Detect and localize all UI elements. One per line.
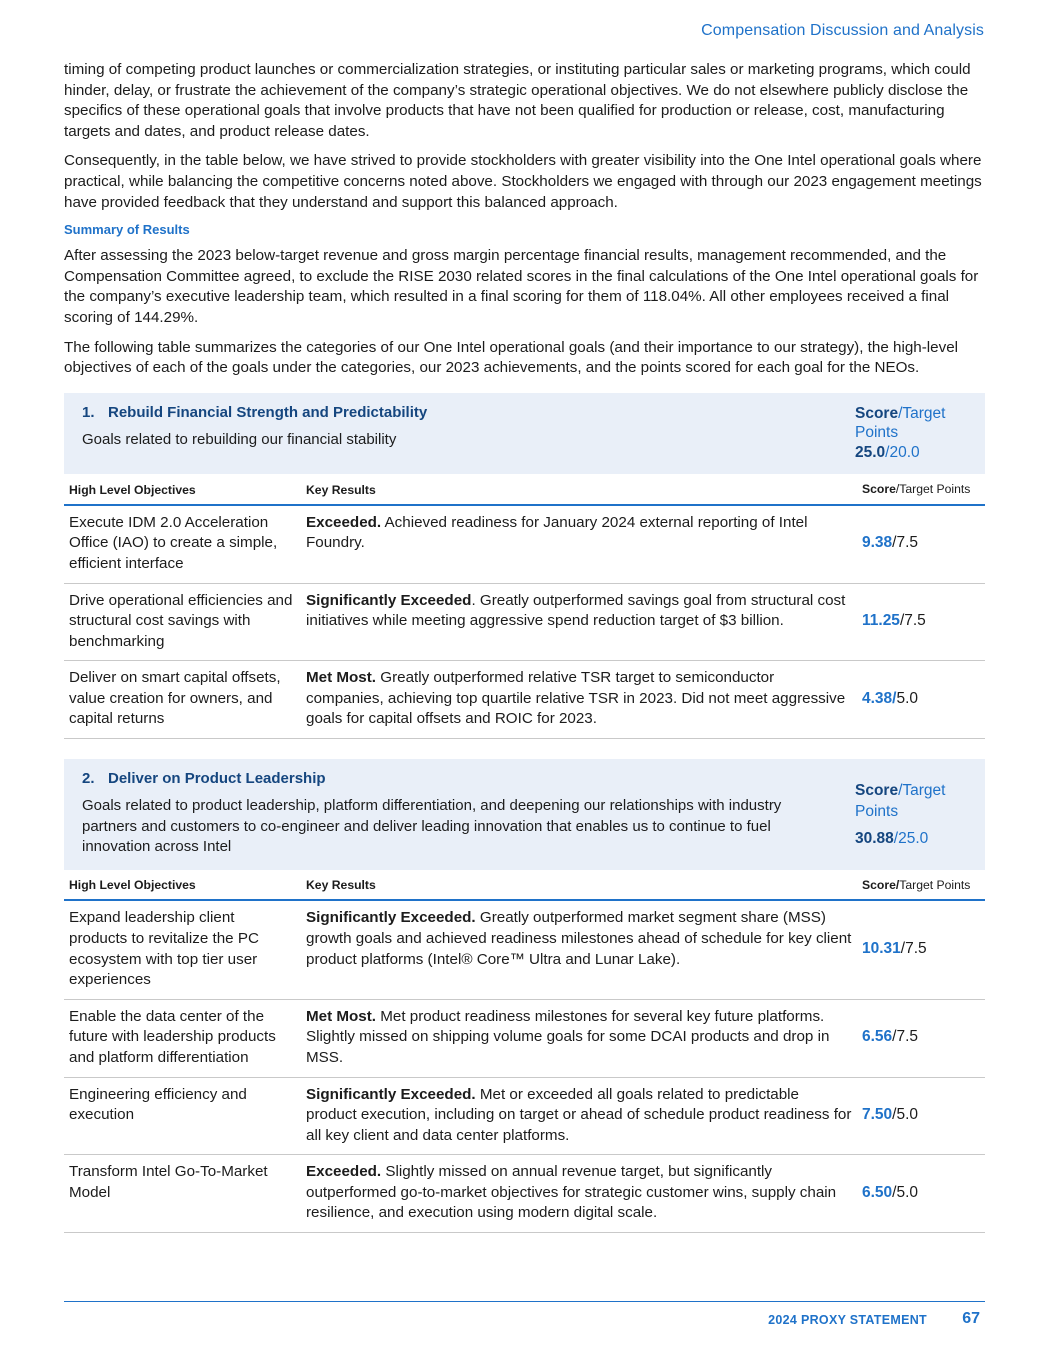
page-number: 67: [962, 1310, 980, 1327]
section-1-description: Goals related to rebuilding our financial stability: [82, 430, 397, 448]
footer-document-label: 2024 PROXY STATEMENT: [768, 1313, 927, 1327]
result-cell: Met Most. Greatly outperformed relative TSR target to semiconductor companies, achieving top quartile relative TSR in 2023. Did not meet aggressive goals for capital offsets and ROIC for 2023.: [301, 661, 857, 739]
section-2-header: [64, 759, 985, 870]
section-2-title-text: Deliver on Product Leadership: [108, 770, 326, 788]
section-1-table: [64, 474, 985, 739]
column-header-results: Key Results: [301, 870, 857, 901]
result-cell: Met Most. Met product readiness milestones for several key future platforms. Slightly missed on shipping volume goals for some DCAI products and drop in MSS.: [301, 999, 857, 1077]
target-points-label: /Target Points: [855, 782, 946, 821]
section-1-title-text: Rebuild Financial Strength and Predictability: [108, 403, 428, 421]
footer-divider: [64, 1301, 985, 1302]
section-2-table: [64, 870, 985, 1233]
section-2-number: 2.: [82, 770, 95, 788]
column-header-objectives: High Level Objectives: [64, 870, 301, 901]
section-2-score: 30.88: [855, 830, 894, 848]
section-1-number: 1.: [82, 403, 95, 421]
section-1-header: [64, 393, 985, 475]
column-header-score: Score/Target Points: [857, 870, 985, 901]
summary-paragraph-2: The following table summarizes the categories of our One Intel operational goals (and their importance to our strategy), the high-level objectives of each of the goals under the categories, our 2023 achievements, and the points scored for each goal for the NEOs.: [64, 338, 959, 377]
table-row: [64, 505, 985, 583]
section-2-description: Goals related to product leadership, platform differentiation, and deepening our relationships with industry partners and customers to co-engineer and deliver leading innovation that enables us to continue to fuel innovation across Intel: [82, 797, 782, 856]
summary-paragraph-1: After assessing the 2023 below-target revenue and gross margin percentage financial results, management recommended, and the Compensation Committee agreed, to exclude the RISE 2030 related scores in the final calculations of the One Intel operational goals for the company’s executive leadership team, which resulted in a final scoring for them of 118.04%. All other employees received a final scoring of 144.29%.: [64, 247, 979, 326]
objective-cell: Drive operational efficiencies and structural cost savings with benchmarking: [64, 583, 301, 661]
section-1-target: /20.0: [885, 443, 920, 461]
table-row: [64, 661, 985, 739]
table-row: [64, 583, 985, 661]
score-label: Score: [855, 782, 899, 800]
section-2-target: /25.0: [893, 830, 929, 848]
intro-paragraph-1: timing of competing product launches or commercialization strategies, or instituting particular sales or marketing programs, which could hinder, delay, or frustrate the achievement of the company’s strategic operational objectives. We do not elsewhere publicly disclose the specifics of these operational goals that involve products that have not been qualified for production or release, cost, manufacturing targets and dates, and product release dates.: [64, 61, 971, 140]
score-cell: 4.38/5.0: [857, 661, 985, 739]
column-header-objectives: High Level Objectives: [64, 474, 301, 505]
result-cell: Significantly Exceeded. Greatly outperformed market segment share (MSS) growth goals and achieved readiness milestones ahead of schedule for key client product platforms (Intel® Core™ Ultra and Lunar Lake).: [301, 900, 857, 999]
objective-cell: Enable the data center of the future with leadership products and platform differentiation: [64, 999, 301, 1077]
column-header-score: Score/Target Points: [857, 474, 985, 505]
table-row: [64, 900, 985, 999]
table-row: [64, 1155, 985, 1233]
table-row: [64, 999, 985, 1077]
result-cell: Significantly Exceeded. Greatly outperformed savings goal from structural cost initiatives while meeting aggressive spend reduction target of $3 billion.: [301, 583, 857, 661]
objective-cell: Execute IDM 2.0 Acceleration Office (IAO) to create a simple, efficient interface: [64, 505, 301, 583]
objective-cell: Engineering efficiency and execution: [64, 1077, 301, 1155]
section-2-score-summary: [855, 770, 967, 858]
summary-heading: Summary of Results: [64, 222, 190, 238]
running-header-title: Compensation Discussion and Analysis: [701, 22, 984, 39]
section-2-title: [82, 770, 822, 787]
section-1-score-summary: [855, 404, 967, 463]
score-label: Score: [855, 404, 899, 422]
score-cell: 7.50/5.0: [857, 1077, 985, 1155]
score-cell: 6.56/7.5: [857, 999, 985, 1077]
section-1-title: [82, 404, 822, 421]
section-1-score: 25.0: [855, 443, 886, 461]
page-content: [64, 60, 985, 1233]
result-cell: Exceeded. Slightly missed on annual revenue target, but significantly outperformed go-to-market objectives for strategic customer wins, supply chain resilience, and execution using modern digital scale.: [301, 1155, 857, 1233]
result-cell: Significantly Exceeded. Met or exceeded all goals related to predictable product execution, including on target or ahead of schedule product readiness for all key client and data center platforms.: [301, 1077, 857, 1155]
intro-paragraph-2: Consequently, in the table below, we have strived to provide stockholders with greater visibility into the One Intel operational goals where practical, while balancing the competitive concerns noted above. Stockholders we engaged with through our 2023 engagement meetings have provided feedback that they understand and support this balanced approach.: [64, 152, 982, 211]
result-cell: Exceeded. Achieved readiness for January 2024 external reporting of Intel Foundry.: [301, 505, 857, 583]
target-points-label: /Target Points: [855, 404, 946, 442]
score-cell: 6.50/5.0: [857, 1155, 985, 1233]
column-header-results: Key Results: [301, 474, 857, 505]
objective-cell: Deliver on smart capital offsets, value creation for owners, and capital returns: [64, 661, 301, 739]
objective-cell: Expand leadership client products to revitalize the PC ecosystem with top tier user experiences: [64, 900, 301, 999]
objective-cell: Transform Intel Go-To-Market Model: [64, 1155, 301, 1233]
table-row: [64, 1077, 985, 1155]
score-cell: 11.25/7.5: [857, 583, 985, 661]
score-cell: 10.31/7.5: [857, 900, 985, 999]
score-cell: 9.38/7.5: [857, 505, 985, 583]
